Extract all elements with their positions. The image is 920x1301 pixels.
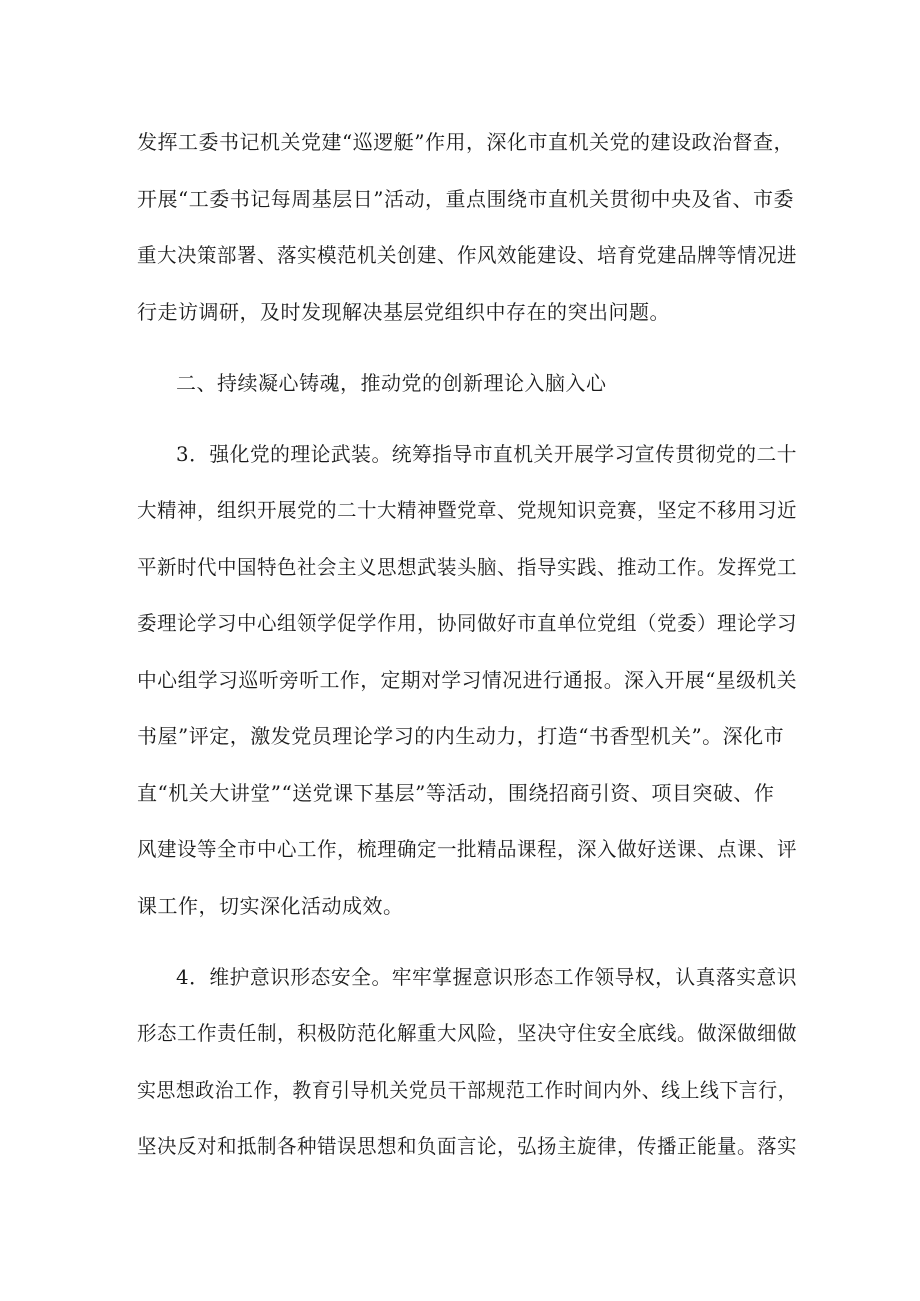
text-line: 开展“工委书记每周基层日”活动，重点围绕市直机关贯彻中央及省、市委	[137, 187, 794, 211]
text-line: 大精神，组织开展党的二十大精神暨党章、党规知识竞赛，坚定不移用习近	[137, 498, 797, 522]
paragraph-start: 4．维护意识形态安全。牢牢掌握意识形态工作领导权，认真落实意识	[176, 965, 797, 989]
text-line: 委理论学习中心组领学促学作用，协同做好市直单位党组（党委）理论学习	[137, 611, 797, 635]
text-line: 坚决反对和抵制各种错误思想和负面言论，弘扬主旋律，传播正能量。落实	[137, 1134, 797, 1158]
text-line: 课工作，切实深化活动成效。	[137, 894, 404, 918]
text-line: 书屋”评定，激发党员理论学习的内生动力，打造“书香型机关”。深化市	[137, 724, 785, 748]
paragraph-start: 3．强化党的理论武装。统筹指导市直机关开展学习宣传贯彻党的二十	[176, 442, 797, 466]
text-line: 发挥工委书记机关党建“巡逻艇”作用，深化市直机关党的建设政治督查，	[137, 130, 794, 154]
text-line: 直“机关大讲堂”“送党课下基层”等活动，围绕招商引资、项目突破、作	[137, 781, 775, 805]
text-line: 重大决策部署、落实模范机关创建、作风效能建设、培育党建品牌等情况进	[137, 243, 797, 267]
text-line: 风建设等全市中心工作，梳理确定一批精品课程，深入做好送课、点课、评	[137, 837, 797, 861]
text-line: 形态工作责任制，积极防范化解重大风险，坚决守住安全底线。做深做细做	[137, 1021, 797, 1045]
section-heading: 二、持续凝心铸魂，推动党的创新理论入脑入心	[176, 371, 607, 395]
text-line: 平新时代中国特色社会主义思想武装头脑、指导实践、推动工作。发挥党工	[137, 555, 797, 579]
text-line: 中心组学习巡听旁听工作，定期对学习情况进行通报。深入开展“星级机关	[137, 668, 797, 692]
text-line: 实思想政治工作，教育引导机关党员干部规范工作时间内外、线上线下言行，	[137, 1078, 797, 1102]
text-line: 行走访调研，及时发现解决基层党组织中存在的突出问题。	[137, 300, 670, 324]
